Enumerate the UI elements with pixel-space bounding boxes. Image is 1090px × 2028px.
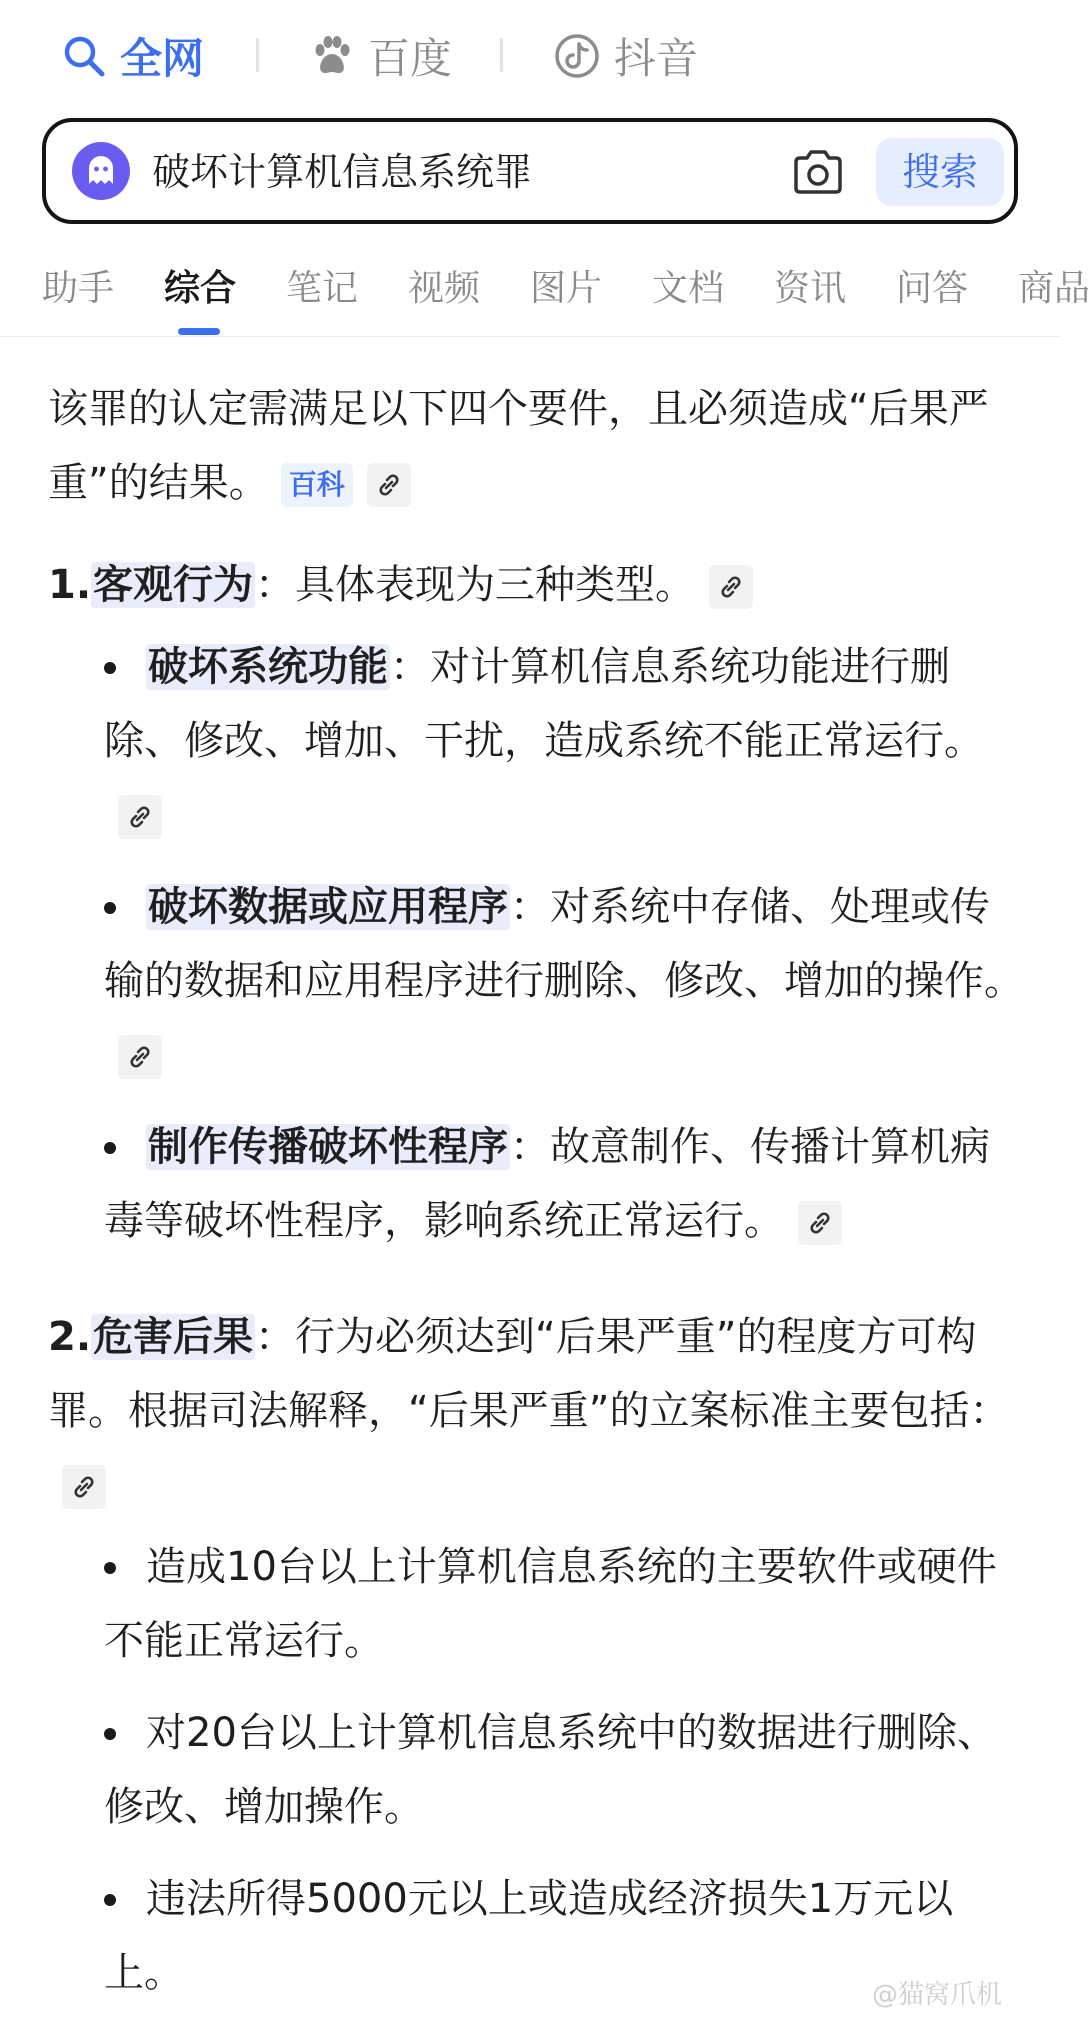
divider xyxy=(500,38,503,72)
answer-content xyxy=(48,372,1026,2028)
tab-docs[interactable]: 文档 xyxy=(652,268,725,309)
bullet-text: ：对计算机信息系统功能进行删除、修改、增加、干扰，造成系统不能正常运行。 xyxy=(104,644,984,764)
source-tabs xyxy=(0,0,1060,112)
link-icon[interactable] xyxy=(709,565,753,609)
list-item xyxy=(104,870,1026,1092)
category-tabs xyxy=(0,250,1090,337)
link-icon[interactable] xyxy=(118,795,162,839)
link-icon[interactable] xyxy=(62,1465,106,1509)
bullet-label: 破坏数据或应用程序 xyxy=(148,884,508,930)
item2-paragraph xyxy=(48,1300,1026,1522)
bullet-text: 违法所得5000元以上或造成经济损失1万元以上。 xyxy=(104,1876,954,1996)
tiktok-icon xyxy=(554,33,600,79)
tab-general[interactable]: 综合 xyxy=(164,268,237,309)
item1-text: ：具体表现为三种类型。 xyxy=(255,562,696,608)
paw-icon xyxy=(310,34,354,78)
search-box xyxy=(42,118,1018,224)
tab-video[interactable]: 视频 xyxy=(408,268,481,309)
link-icon[interactable] xyxy=(367,463,411,507)
bullet-text: ：对系统中存储、处理或传输的数据和应用程序进行删除、修改、增加的操作。 xyxy=(104,884,1024,1004)
source-tab-douyin[interactable] xyxy=(554,26,698,86)
active-tab-indicator xyxy=(178,328,220,335)
search-button[interactable]: 搜索 xyxy=(876,138,1004,206)
tab-images[interactable]: 图片 xyxy=(530,268,603,309)
source-tag-baike[interactable]: 百科 xyxy=(281,463,353,507)
bullet-text: 造成10台以上计算机信息系统的主要软件或硬件不能正常运行。 xyxy=(104,1544,997,1664)
item1-paragraph xyxy=(48,548,1026,622)
item2-heading: 危害后果 xyxy=(93,1314,254,1360)
tab-notes[interactable]: 笔记 xyxy=(286,268,359,309)
bullet-label: 破坏系统功能 xyxy=(148,644,388,690)
source-tab-baidu[interactable] xyxy=(310,26,452,86)
intro-paragraph xyxy=(48,372,1026,520)
item1-heading: 客观行为 xyxy=(93,562,254,608)
bullet-text: ：故意制作、传播计算机病毒等破坏性程序，影响系统正常运行。 xyxy=(104,1124,990,1244)
link-icon[interactable] xyxy=(798,1201,842,1245)
list-item xyxy=(104,1110,1026,1258)
item1-bullets xyxy=(48,630,1026,1258)
item1-number: 1. xyxy=(48,562,92,608)
tab-news[interactable]: 资讯 xyxy=(774,268,847,309)
list-item xyxy=(104,1530,1026,1678)
item2-text: ：行为必须达到“后果严重”的程度方可构罪。根据司法解释，“后果严重”的立案标准主要包括： xyxy=(48,1314,1010,1434)
source-tab-label: 百度 xyxy=(368,34,453,83)
divider xyxy=(256,38,259,72)
camera-icon[interactable] xyxy=(790,146,846,198)
assistant-ghost-icon xyxy=(72,142,130,200)
watermark: @猫窝爪机 xyxy=(872,1980,1003,2010)
list-item xyxy=(104,630,1026,852)
item2-bullets xyxy=(48,1530,1026,2010)
tab-qa[interactable]: 问答 xyxy=(896,268,969,309)
link-icon[interactable] xyxy=(118,1035,162,1079)
bullet-text: 对20台以上计算机信息系统中的数据进行删除、修改、增加操作。 xyxy=(104,1710,997,1830)
intro-text: 该罪的认定需满足以下四个要件，且必须造成“后果严重”的结果。 xyxy=(48,386,989,506)
source-tab-label: 全网 xyxy=(120,34,205,83)
search-input[interactable]: 破坏计算机信息系统罪 xyxy=(152,150,533,194)
tab-shopping[interactable]: 商品 xyxy=(1018,268,1090,309)
list-item xyxy=(104,1696,1026,1844)
source-tab-all[interactable] xyxy=(62,26,204,86)
source-tab-label: 抖音 xyxy=(614,34,699,83)
tab-assistant[interactable]: 助手 xyxy=(42,268,115,309)
search-icon xyxy=(62,34,106,78)
bullet-label: 制作传播破坏性程序 xyxy=(148,1124,508,1170)
item2-number: 2. xyxy=(48,1314,92,1360)
